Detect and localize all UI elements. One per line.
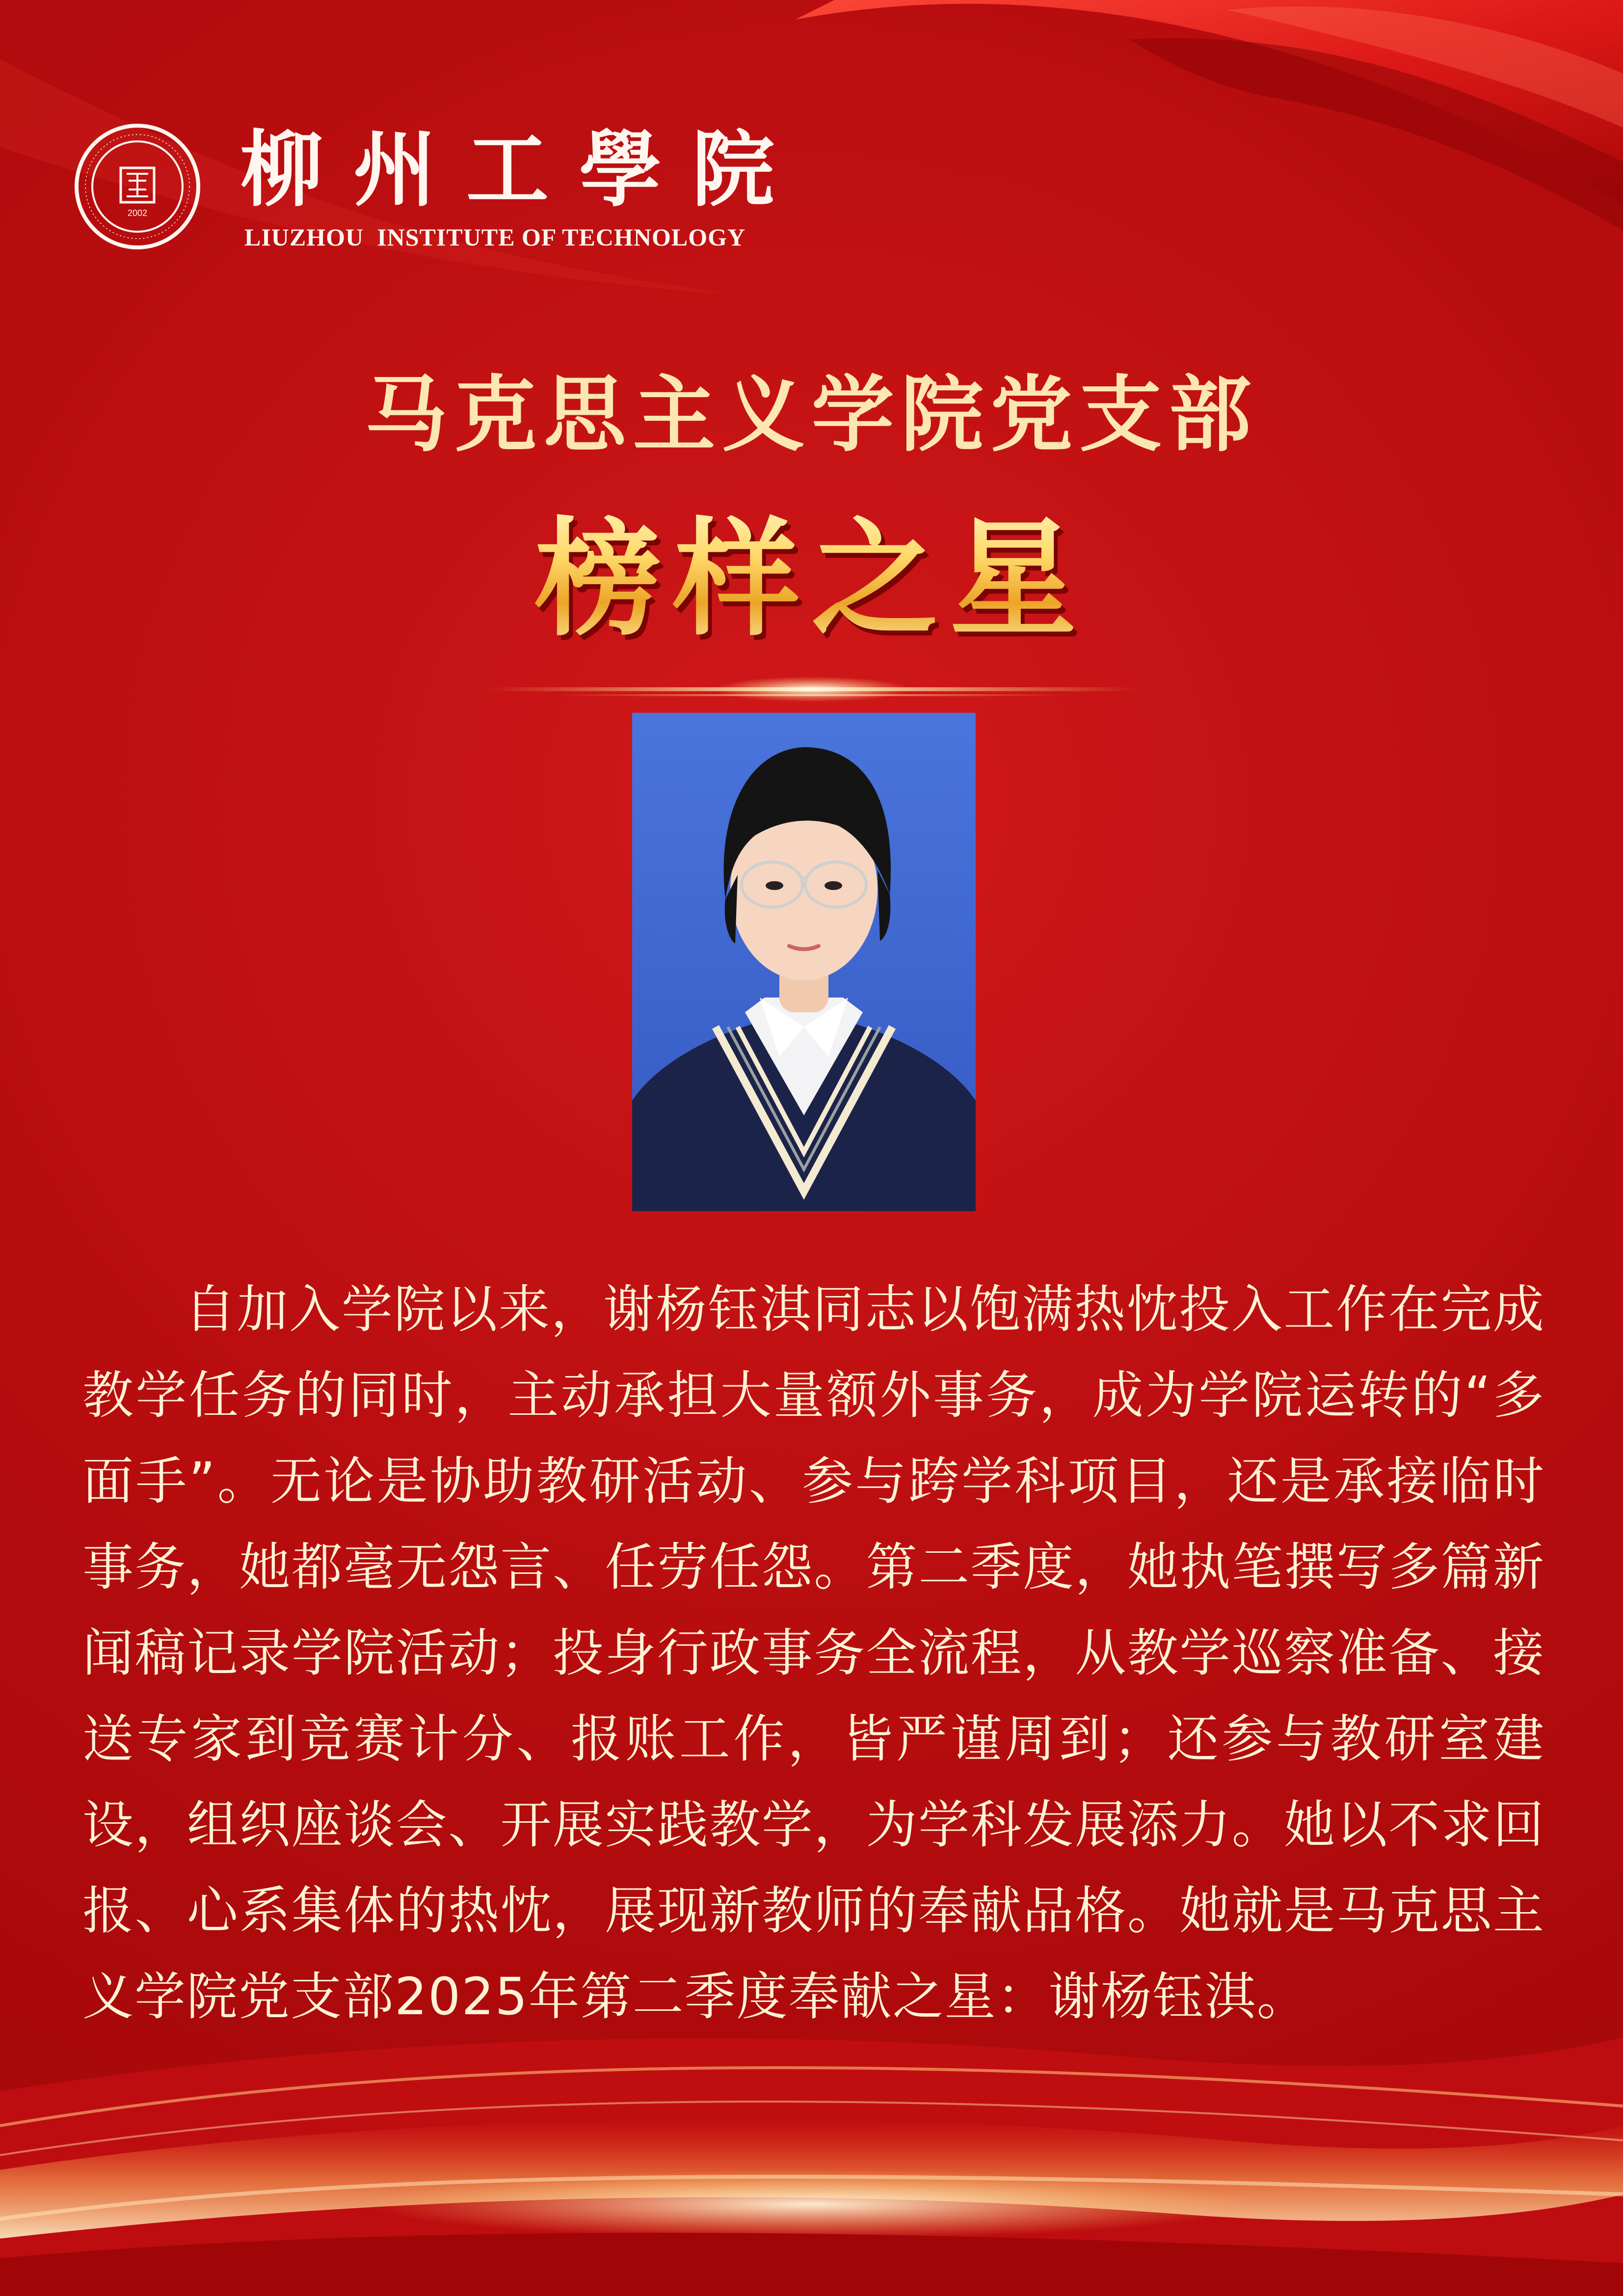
honor-title: 榜样之星 [0,501,1623,658]
seal-year: 2002 [127,208,148,218]
party-branch-title: 马克思主义学院党支部 [365,367,1258,463]
school-seal-icon [74,123,201,250]
portrait-photo [632,713,976,1211]
divider-flourish [486,673,1139,707]
school-name-cn: 柳州工學院 [240,121,805,218]
school-name-en: LIUZHOU INSTITUTE OF TECHNOLOGY [244,223,746,251]
article-paragraph: 自加入学院以来，谢杨钰淇同志以饱满热忱投入工作在完成教学任务的同时，主动承担大量额外事务，成为学院运转的“多面手”。无论是协助教研活动、参与跨学科项目，还是承接临时事务，她都毫无怨言、任劳任怨。第二季度，她执笔撰写多篇新闻稿记录学院活动；投身行政事务全流程，从教学巡察准备、接送专家到竞赛计分、报账工作，皆严谨周到；还参与教研室建设，组织座谈会、开展实践教学，为学科发展添力。她以不求回报、心系集体的热忱，展现新教师的奉献品格。她就是马克思主义学院党支部2025年第二季度奉献之星：谢杨钰淇。 [82,1279,1545,2026]
